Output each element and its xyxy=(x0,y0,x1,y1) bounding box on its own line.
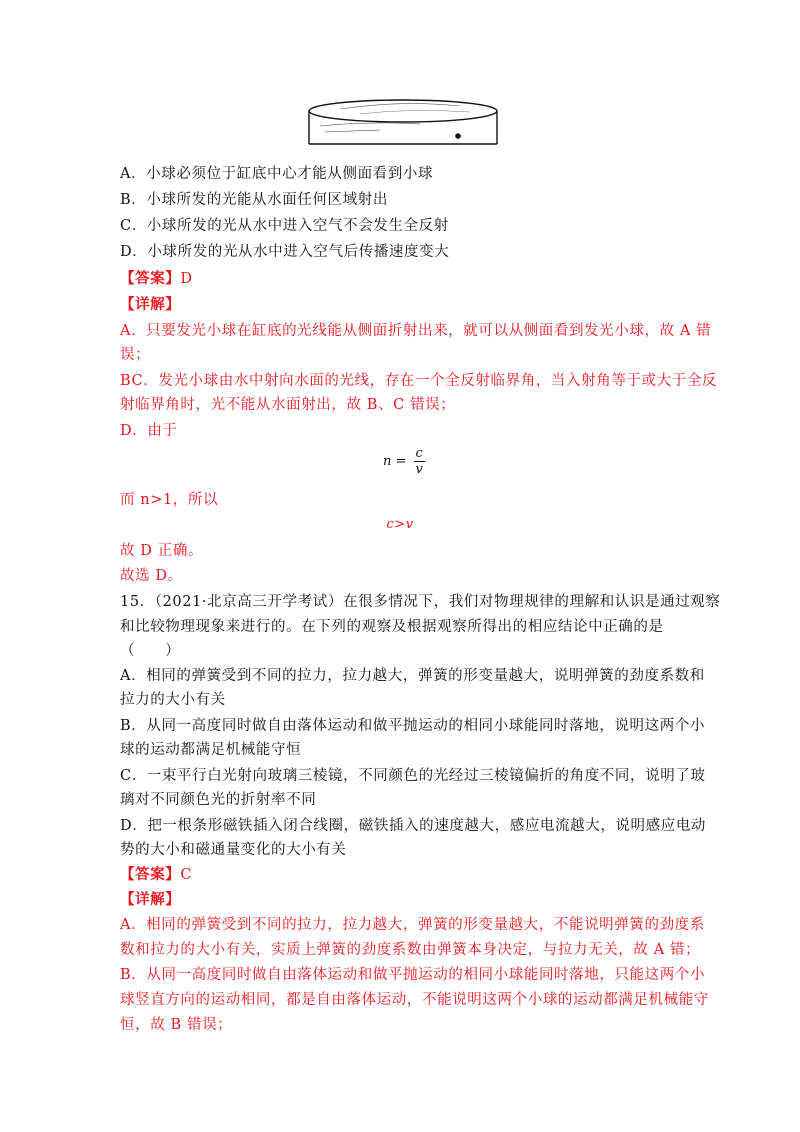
q15-answer: 【答案】C xyxy=(120,866,193,883)
q14-option-a: A．小球必须位于缸底中心才能从侧面看到小球 xyxy=(120,166,434,182)
q14-so-line: 而 n>1，所以 xyxy=(120,492,219,508)
water-tank-figure xyxy=(300,92,506,154)
q15-option-line: 璃对不同颜色光的折射率不同 xyxy=(120,792,317,808)
q15-option-line: D．把一根条形磁铁插入闭合线圈，磁铁插入的速度越大，感应电流越大，说明感应电动 xyxy=(120,818,707,834)
q15-detail-line: 数和拉力的大小有关，实质上弹簧的劲度系数由弹簧本身决定，与拉力无关，故 A 错； xyxy=(120,942,701,958)
refraction-formula: n = $\frac{c}{v}$ xyxy=(383,446,423,477)
q14-conclusion: 故 D 正确。 xyxy=(120,543,204,559)
q15-detail-line: A．相同的弹簧受到不同的拉力，拉力越大，弹簧的形变量越大，不能说明弹簧的劲度系 xyxy=(120,917,705,933)
q15-option-line: 拉力的大小有关 xyxy=(120,692,226,708)
q15-option-line: 球的运动都满足机械能守恒 xyxy=(120,742,302,758)
q15-detail-line: 球竖直方向的运动相同，都是自由落体运动，不能说明这两个小球的运动都满足机械能守 xyxy=(120,992,709,1008)
q14-detail-line: A．只要发光小球在缸底的光线能从侧面折射出来，就可以从侧面看到发光小球，故 A 错 xyxy=(120,323,712,339)
q15-detail-line: B．从同一高度同时做自由落体运动和做平抛运动的相同小球能同时落地，只能这两个小 xyxy=(120,967,706,983)
q14-answer: 【答案】D xyxy=(120,270,193,287)
q14-option-c: C．小球所发的光从水中进入空气不会发生全反射 xyxy=(120,218,449,234)
q14-option-d: D．小球所发的光从水中进入空气后传播速度变大 xyxy=(120,244,450,260)
q15-option-line: C．一束平行白光射向玻璃三棱镜，不同颜色的光经过三棱镜偏折的角度不同，说明了玻 xyxy=(120,768,706,784)
q15-option-line: B．从同一高度同时做自由落体运动和做平抛运动的相同小球能同时落地，说明这两个小 xyxy=(120,718,706,734)
q14-option-b: B．小球所发的光能从水面任何区域射出 xyxy=(120,192,388,208)
q14-detail-line: D．由于 xyxy=(120,423,178,439)
q15-option-line: 势的大小和磁通量变化的大小有关 xyxy=(120,842,347,858)
q15-option-line: A．相同的弹簧受到不同的拉力，拉力越大，弹簧的形变量越大，说明弹簧的劲度系数和 xyxy=(120,668,705,684)
q14-detail-label: 【详解】 xyxy=(120,296,181,313)
q15-stem-line: 和比较物理现象来进行的。在下列的观察及根据观察所得出的相应结论中正确的是 xyxy=(120,619,664,635)
q15-detail-label: 【详解】 xyxy=(120,891,181,908)
q15-detail-line: 恒，故 B 错误； xyxy=(120,1017,233,1033)
q14-detail-line: 射临界角时，光不能从水面射出，故 B、C 错误； xyxy=(120,397,456,413)
q14-detail-line: BC．发光小球由水中射向水面的光线，存在一个全反射临界角，当入射角等于或大于全反 xyxy=(120,373,718,389)
q14-final: 故选 D。 xyxy=(120,568,183,584)
q15-stem-line: （ ） xyxy=(120,643,181,659)
q15-stem-line: 15．（2021·北京高三开学考试）在很多情况下，我们对物理规律的理解和认识是通过观察 xyxy=(120,594,721,610)
q14-detail-line: 误； xyxy=(120,347,151,363)
glowing-ball xyxy=(455,133,461,139)
q14-inequality: c>v xyxy=(386,517,414,532)
